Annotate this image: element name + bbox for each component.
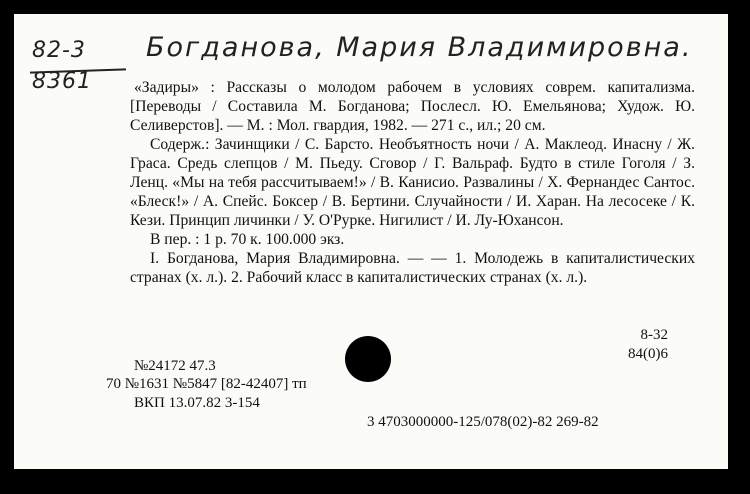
service-line-3: ВКП 13.07.82 3-154 (134, 395, 260, 411)
contents-note: Содерж.: Зачинщики / С. Барсто. Необъятность ночи / А. Маклеод. Инасну / Ж. Граса. Средь слепцов / М. Пьеду. Сговор / Г. Вальраф. Будто в стиле Гоголя / З. Ленц. «Мы на тебя рассчитываем!» / В. Канисио. Развалины / Х. Фернандес Сантос. «Блеск!» / А. Спейс. Боксер / В. Бертини. Случайности / И. Харан. На лесосеке / К. Кези. Принцип личинки / У. О'Рурке. Нигилист / И. Лу-Юхансон. (130, 136, 695, 229)
price-note: В пер. : 1 р. 70 к. 100.000 экз. (150, 231, 345, 248)
service-line-2: 70 №1631 №5847 [82-42407] тп (106, 376, 307, 392)
handwritten-author: Богданова, Мария Владимировна. (146, 32, 693, 63)
title-description: «Задиры» : Рассказы о молодом рабочем в условиях соврем. капитализма. [Переводы / Составила М. Богданова; Послесл. Ю. Емельянова; Худож. Ю. Селиверстов]. — М. : Мол. гвардия, 1982. — 271 с., ил.; 20 см. (130, 79, 695, 134)
call-number-top: 82-3 (32, 38, 86, 63)
classification-code-1: 8-32 (640, 327, 668, 343)
service-line-4: 3 4703000000-125/078(02)-82 269-82 (367, 414, 599, 430)
bibliographic-record (130, 78, 695, 287)
catalog-card (14, 14, 728, 469)
service-line-1: №24172 47.3 (134, 358, 216, 374)
classification-code-2: 84(0)6 (628, 346, 668, 362)
call-number-bottom: 8361 (32, 69, 92, 94)
subject-headings: I. Богданова, Мария Владимировна. — — 1. Молодежь в капиталистических странах (х. л.). 2. Рабочий класс в капиталистических странах (х. л.). (130, 250, 695, 286)
punch-hole (345, 336, 391, 382)
